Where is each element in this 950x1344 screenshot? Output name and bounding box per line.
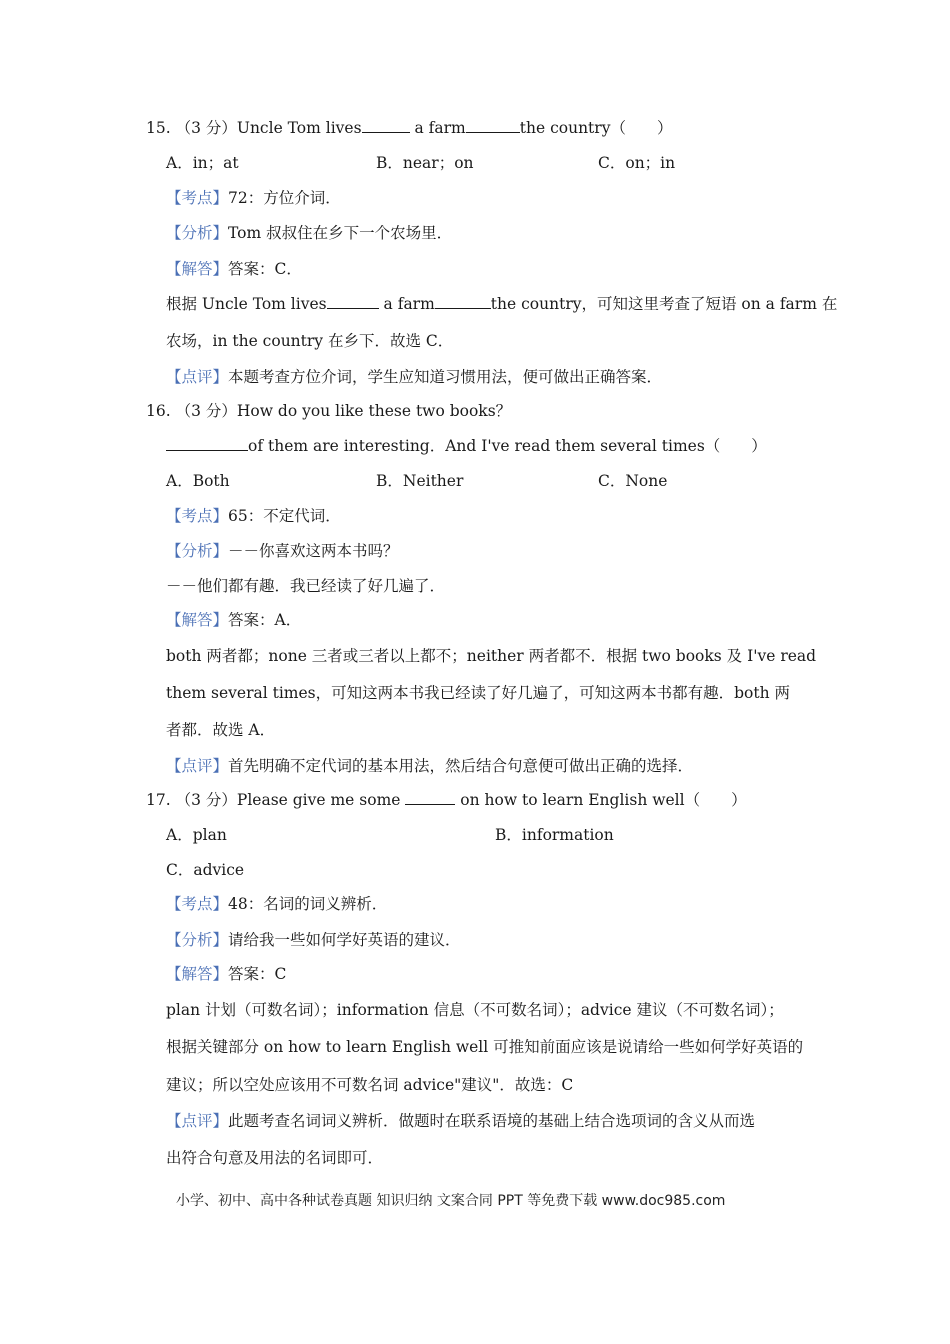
q15-dianping-tag: 【点评】 bbox=[166, 368, 229, 386]
q15-kaodian bbox=[166, 187, 341, 209]
q16-jieda-text: 答案：A． bbox=[228, 611, 302, 629]
q15-jieda bbox=[166, 258, 302, 280]
page-footer: 小学、初中、高中各种试卷真题 知识归纳 文案合同 PPT 等免费下载 www.doc985.com bbox=[176, 1193, 726, 1209]
q15-option-a: A．in；at bbox=[166, 154, 239, 172]
q17-jieda-tag: 【解答】 bbox=[166, 965, 229, 983]
q15-option-b: B．near；on bbox=[376, 154, 474, 172]
q16-dianping-text: 首先明确不定代词的基本用法，然后结合句意便可做出正确的选择． bbox=[228, 757, 694, 775]
q16-fenxi-text: －－你喜欢这两本书吗？ bbox=[228, 542, 399, 560]
q16-number: 16. bbox=[146, 402, 171, 420]
q17-stem-a: Please give me some bbox=[236, 791, 406, 809]
q15-explanation-2: 农场，in the country 在乡下．故选 C． bbox=[166, 332, 454, 350]
q15-kaodian-text: 72：方位介词． bbox=[228, 189, 341, 207]
q16-score: （3 分） bbox=[175, 402, 237, 420]
q17-jieda bbox=[166, 963, 286, 985]
q15-blank-1 bbox=[362, 117, 410, 133]
q16-explanation-1: both 两者都；none 三者或三者以上都不；neither 两者都不．根据 two books 及 I've read bbox=[166, 647, 817, 665]
q16-jieda bbox=[166, 609, 301, 631]
q17-jieda-text: 答案：C bbox=[228, 965, 287, 983]
q15-exp-blank-2 bbox=[435, 293, 491, 309]
q17-fenxi-text: 请给我一些如何学好英语的建议． bbox=[228, 931, 461, 949]
q16-kaodian bbox=[166, 505, 341, 527]
q16-blank bbox=[166, 435, 248, 451]
q15-jieda-tag: 【解答】 bbox=[166, 260, 229, 278]
q15-exp-blank-1 bbox=[327, 293, 379, 309]
q17-fenxi-tag: 【分析】 bbox=[166, 931, 229, 949]
q15-fenxi-tag: 【分析】 bbox=[166, 224, 229, 242]
q16-explanation-2: them several times，可知这两本书我已经读了好几遍了，可知这两本书都有趣．both 两 bbox=[166, 684, 791, 702]
q17-explanation-3: 建议；所以空处应该用不可数名词 advice"建议"．故选：C bbox=[166, 1076, 574, 1094]
q17-dianping-text: 此题考查名词词义辨析．做题时在联系语境的基础上结合选项词的含义从而选 bbox=[228, 1112, 756, 1130]
q15-fenxi-text: Tom 叔叔住在乡下一个农场里． bbox=[228, 224, 453, 242]
q15-stem-a: Uncle Tom lives bbox=[236, 119, 362, 137]
q16-dianping bbox=[166, 755, 693, 777]
q15-stem-b: a farm bbox=[409, 119, 466, 137]
q17-dianping-tag: 【点评】 bbox=[166, 1112, 229, 1130]
q16-option-a: A．Both bbox=[166, 472, 230, 490]
q16-fenxi bbox=[166, 540, 399, 562]
q15-explanation-1 bbox=[166, 293, 837, 315]
q15-stem bbox=[146, 117, 672, 139]
q15-number: 15. bbox=[146, 119, 171, 137]
q17-score: （3 分） bbox=[175, 791, 237, 809]
q17-kaodian-tag: 【考点】 bbox=[166, 895, 229, 913]
q17-kaodian bbox=[166, 893, 387, 915]
q15-kaodian-tag: 【考点】 bbox=[166, 189, 229, 207]
q17-explanation-2: 根据关键部分 on how to learn English well 可推知前面应该是说请给一些如何学好英语的 bbox=[166, 1038, 804, 1056]
q17-option-b: B．information bbox=[495, 826, 614, 844]
q17-option-c: C．advice bbox=[166, 861, 245, 879]
q16-dianping-tag: 【点评】 bbox=[166, 757, 229, 775]
q15-score: （3 分） bbox=[175, 119, 237, 137]
q15-dianping bbox=[166, 366, 662, 388]
q17-kaodian-text: 48：名词的词义辨析． bbox=[228, 895, 388, 913]
q15-stem-c: the country（ ） bbox=[519, 119, 673, 137]
q17-number: 17. bbox=[146, 791, 171, 809]
q16-option-b: B．Neither bbox=[376, 472, 464, 490]
q17-dianping-line-2: 出符合句意及用法的名词即可． bbox=[166, 1149, 384, 1167]
q16-fenxi-tag: 【分析】 bbox=[166, 542, 229, 560]
q16-jieda-tag: 【解答】 bbox=[166, 611, 229, 629]
q15-option-c: C．on；in bbox=[598, 154, 676, 172]
q16-stem-1: How do you like these two books？ bbox=[236, 402, 512, 420]
q16-kaodian-text: 65：不定代词． bbox=[228, 507, 341, 525]
q17-fenxi bbox=[166, 929, 461, 951]
q15-dianping-text: 本题考查方位介词，学生应知道习惯用法，便可做出正确答案． bbox=[228, 368, 663, 386]
q17-stem-b: on how to learn English well（ ） bbox=[455, 791, 747, 809]
q16-stem bbox=[146, 400, 511, 422]
q16-explanation-3: 者都．故选 A． bbox=[166, 721, 276, 739]
q16-kaodian-tag: 【考点】 bbox=[166, 507, 229, 525]
q15-exp1-a: 根据 Uncle Tom lives bbox=[166, 295, 327, 313]
q16-option-c: C．None bbox=[598, 472, 668, 490]
q15-exp1-c: the country，可知这里考查了短语 on a farm 在 bbox=[490, 295, 838, 313]
q15-fenxi bbox=[166, 222, 452, 244]
q16-stem-line-2 bbox=[166, 435, 767, 457]
q15-exp1-b: a farm bbox=[378, 295, 435, 313]
q17-blank bbox=[405, 789, 455, 805]
q17-stem bbox=[146, 789, 747, 811]
q17-option-a: A．plan bbox=[166, 826, 227, 844]
q15-blank-2 bbox=[466, 117, 520, 133]
q16-fenxi-line-2: －－他们都有趣．我已经读了好几遍了． bbox=[166, 577, 446, 595]
q17-explanation-1: plan 计划（可数名词）；information 信息（不可数名词）；advice 建议（不可数名词）； bbox=[166, 1001, 784, 1019]
q17-dianping bbox=[166, 1110, 755, 1132]
q15-jieda-text: 答案：C． bbox=[228, 260, 302, 278]
q16-stem-2: of them are interesting．And I've read them several times（ ） bbox=[248, 437, 767, 455]
